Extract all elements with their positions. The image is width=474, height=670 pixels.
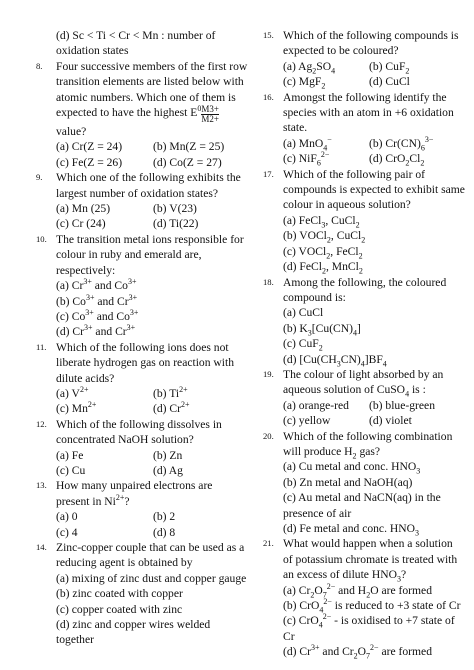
option-d[interactable]: (d) $Cr^{3+}$ and $Cr^{3+}$ — [56, 323, 136, 339]
question-20 — [263, 429, 465, 537]
question-8 — [36, 59, 248, 170]
option-d[interactable]: (d) Ti(22) — [153, 217, 199, 231]
option-b[interactable]: (b) 2 — [153, 510, 176, 524]
options — [56, 139, 248, 170]
option-c[interactable]: (c) MgF$_2$ — [283, 75, 326, 91]
option-a[interactable]: (a) $Cr_2O_7^{2-}$ and $H_2O$ are formed — [283, 581, 432, 599]
question-stem: Which of the following dissolves in concentrated NaOH solution? — [56, 417, 222, 447]
option-a[interactable]: (a) $Ag_2SO_4$ — [283, 59, 336, 76]
option-d[interactable]: (d) CuCl — [369, 75, 410, 89]
option-c[interactable]: (c) VOCl$_2$, FeCl$_2$ — [283, 244, 363, 260]
option-d[interactable]: (d) $CrO_2Cl_2$ — [369, 152, 425, 168]
question-18 — [263, 275, 465, 367]
option-b[interactable]: (b) $Co^{3+}$ and $Cr^{3+}$ — [56, 292, 138, 308]
option-a[interactable]: (a) MnO$_4$− — [283, 134, 332, 153]
question-number: 18. — [263, 276, 274, 287]
option-a[interactable]: (a) 0 — [56, 510, 78, 524]
option-b[interactable]: (b) CuF$_2$ — [369, 59, 410, 76]
question-stem: Four successive members of the first row transition elements are listed below with atomic numbers. Which one of them is expected to have the highest $E^0$ $\frac{M3+}{M2+}$ value? — [56, 59, 248, 139]
question-15 — [263, 28, 465, 90]
question-number: 9. — [36, 172, 43, 183]
option-a[interactable]: (a) CuCl — [283, 306, 324, 320]
question-stem: Which of the following ions does not liberate hydrogen gas on reaction with dilute acids? — [56, 340, 235, 385]
question-stem: Amongst the following identify the species with an atom in +6 oxidation state. — [283, 90, 454, 135]
left-column — [36, 28, 248, 648]
option-a[interactable]: (a) orange-red — [283, 398, 349, 412]
question-stem: Among the following, the coloured compound is: — [283, 275, 447, 304]
option-c[interactable]: (c) Fe(Z = 26) — [56, 155, 123, 169]
option-d[interactable]: (d) $Cr^{3+}$ and $Cr_2O_7^{2-}$ are formed — [283, 643, 432, 661]
question-number: 17. — [263, 168, 274, 179]
option-d[interactable]: (d) 8 — [153, 525, 176, 539]
option-a[interactable]: (a) $Cr^{3+}$ and $Co^{3+}$ — [56, 277, 137, 293]
question-11 — [36, 340, 248, 417]
question-stem: Which one of the following exhibits the largest number of oxidation states? — [56, 171, 241, 200]
options — [283, 59, 465, 90]
question-stem: Which of the following pair of compounds is expected to exhibit same colour in aqueous solution? — [283, 167, 465, 212]
question-21 — [263, 536, 465, 659]
option-d[interactable]: (d) zinc and copper wires welded together — [56, 618, 211, 647]
option-a[interactable]: (a) mixing of zinc dust and copper gauge — [56, 571, 247, 585]
question-number: 15. — [263, 30, 274, 40]
options — [56, 509, 248, 540]
option-a[interactable]: (a) $V^{2+}$ — [56, 385, 89, 400]
option-d[interactable]: (d) Fe metal and conc. $HNO_3$ — [283, 522, 419, 538]
question-16 — [263, 90, 465, 167]
option-a[interactable]: (a) Fe — [56, 448, 84, 462]
question-number: 8. — [36, 60, 43, 71]
q7-continuation: (d) Sc < Ti < Cr < Mn : number of oxidation states — [56, 29, 216, 58]
question-stem: The transition metal ions responsible for colour in ruby and emerald are, respectively: — [56, 232, 244, 277]
options — [283, 136, 465, 167]
question-stem: What would happen when a solution of potassium chromate is treated with an excess of dilute $HNO_3$? — [283, 537, 458, 584]
question-number: 20. — [263, 430, 274, 441]
option-c[interactable]: (c) CrO$_4^{2-}$ - is oxidised to +7 state of Cr — [283, 612, 455, 643]
option-d[interactable]: (d) Co(Z = 27) — [153, 155, 222, 169]
option-b[interactable]: (b) V(23) — [153, 202, 197, 216]
option-a[interactable]: (a) Cu metal and conc. $HNO_3$ — [283, 460, 421, 476]
electrode-fraction: $\frac{M3+}{M2+}$ — [201, 104, 219, 125]
question-13 — [36, 478, 248, 540]
question-19 — [263, 367, 465, 429]
question-12 — [36, 417, 248, 479]
option-a[interactable]: (a) Cr(Z = 24) — [56, 140, 123, 154]
option-c[interactable]: (c) copper coated with zinc — [56, 602, 183, 616]
option-c[interactable]: (c) $Co^{3+}$ and $Co^{3+}$ — [56, 308, 139, 323]
option-c[interactable]: (c) $Mn^{2+}$ — [56, 400, 97, 416]
option-b[interactable]: (b) CrO$_4^{2-}$ is reduced to +3 state of Cr — [283, 597, 461, 615]
question-10 — [36, 232, 248, 340]
option-b[interactable]: (b) blue-green — [369, 398, 435, 412]
option-d[interactable]: (d) Ag — [153, 463, 183, 477]
question-number: 21. — [263, 538, 274, 549]
question-stem: Which of the following combination will produce $H_2$ gas? — [283, 429, 453, 461]
option-b[interactable]: (b) Mn(Z = 25) — [153, 140, 225, 154]
option-b[interactable]: (b) VOCl$_2$, CuCl$_2$ — [283, 229, 366, 245]
options — [56, 201, 248, 232]
question-stem: How many unpaired electrons are present in $Ni^{2+}$? — [56, 479, 213, 508]
question-number: 11. — [36, 341, 47, 352]
options — [283, 398, 465, 429]
option-c[interactable]: (c) Au metal and NaCN(aq) in the presence of air — [283, 491, 441, 520]
right-column — [263, 28, 465, 660]
option-b[interactable]: (b) $Ti^{2+}$ — [153, 385, 188, 400]
question-number: 14. — [36, 542, 47, 552]
option-b[interactable]: (b) $K_3[Cu(CN)_4]$ — [283, 321, 361, 338]
options — [56, 448, 248, 479]
question-stem: The colour of light absorbed by an aqueous solution of CuSO$_4$ is : — [283, 367, 444, 399]
question-stem: Which of the following compounds is expected to be coloured? — [283, 29, 459, 58]
option-b[interactable]: (b) Zn metal and NaOH(aq) — [283, 475, 413, 489]
options — [56, 386, 248, 417]
question-9 — [36, 170, 248, 232]
option-b[interactable]: (b) $Cr(CN)_6^{3-}$ — [369, 134, 434, 153]
option-d[interactable]: (d) $Cr^{2+}$ — [153, 400, 190, 416]
option-c[interactable]: (c) NiF$_6^{2-}$ — [283, 150, 330, 168]
option-d[interactable]: (d) violet — [369, 414, 412, 428]
question-number: 16. — [263, 91, 274, 102]
question-number: 19. — [263, 368, 274, 379]
option-c[interactable]: (c) CuF$_2$ — [283, 337, 323, 353]
option-b[interactable]: (b) zinc coated with copper — [56, 587, 183, 601]
option-b[interactable]: (b) Zn — [153, 448, 183, 462]
option-c[interactable]: (c) 4 — [56, 525, 78, 539]
option-a[interactable]: (a) Mn (25) — [56, 202, 111, 216]
option-c[interactable]: (c) Cu — [56, 463, 86, 477]
option-c[interactable]: (c) Cr (24) — [56, 217, 106, 231]
question-stem: Zinc-copper couple that can be used as a reducing agent is obtained by — [56, 541, 245, 570]
question-number: 12. — [36, 418, 47, 429]
question-number: 10. — [36, 233, 47, 244]
question-14 — [36, 540, 248, 648]
option-d[interactable]: (d) $[Cu(CH_3CN)_4]BF_4$ — [283, 352, 387, 368]
question-number: 13. — [36, 480, 47, 491]
option-c[interactable]: (c) yellow — [283, 414, 331, 428]
option-d[interactable]: (d) FeCl$_2$, MnCl$_2$ — [283, 260, 363, 276]
question-17 — [263, 167, 465, 275]
option-a[interactable]: (a) FeCl$_3$, CuCl$_2$ — [283, 213, 360, 230]
